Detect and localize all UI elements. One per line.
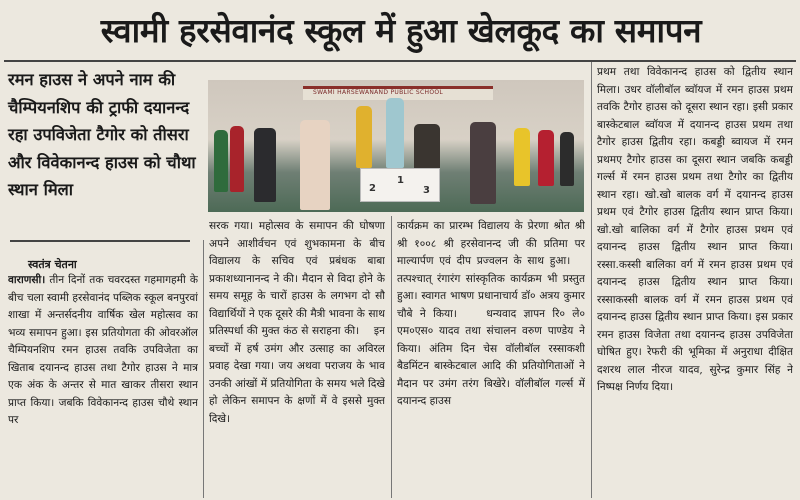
school-banner-text: SWAMI HARSEWANAND PUBLIC SCHOOL xyxy=(313,89,444,96)
student-figure xyxy=(560,132,574,186)
winner-figure xyxy=(356,106,372,168)
student-figure xyxy=(230,126,244,192)
student-figure xyxy=(214,130,228,192)
headline-rule xyxy=(4,60,796,62)
headline: स्वामी हरसेवानंद स्कूल में हुआ खेलकूद का समापन xyxy=(100,11,702,50)
article-column-4 xyxy=(597,64,793,498)
student-figure xyxy=(514,128,530,186)
deck-rule xyxy=(10,240,190,242)
podium-second: 2 xyxy=(369,183,376,194)
guest-figure xyxy=(254,128,276,202)
dateline: वाराणसी। xyxy=(8,274,46,286)
victory-podium xyxy=(360,168,440,202)
article-column-2 xyxy=(209,218,385,498)
principal-figure xyxy=(300,120,330,210)
column-divider-3 xyxy=(591,62,592,498)
podium-third: 3 xyxy=(423,185,430,196)
column-3-text: कार्यक्रम का प्रारम्भ विद्यालय के प्रेरणा श्रोत श्री श्री १००८ श्री हरसेवानन्द जी की प्रतिमा पर माल्यार्पण एवं दीप प्रज्वलन के साथ हुआ। तत्पश्चात् रंगारंग सांस्कृतिक कार्यक्रम भी प्रस्तुत हुआ। स्वागत भाषण प्रधानाचार्य डॉ० अत्रय कुमार चौबे ने किया। धन्यवाद ज्ञापन रि० ले० एम०एस० यादव तथा संचालन वरुण पाण्डेय ने किया। अंतिम दिन चेस वॉलीबॉल रस्साकशी बैडमिंटन बास्केटबाल आदि की प्रतियोगिताओं ने मैदान पर उमंग तरंग बिखेरे। वॉलीबॉल गर्ल्स में दयानन्द हाउस xyxy=(397,220,585,407)
deck-subheading: रमन हाउस ने अपने नाम की चैम्पियनशिप की ट्राफी दयानन्द रहा उपविजेता टैगोर को तीसरा और विवेकानन्द हाउस को चौथा स्थान मिला xyxy=(8,70,196,199)
winner-figure xyxy=(386,98,404,168)
column-4-text: प्रथम तथा विवेकानन्द हाउस को द्वितीय स्थान मिला। उधर वॉलीबॉल ब्वॉयज में रमन हाउस प्रथम तवकि टैगोर हाउस को दूसरा स्थान रहा। इसी प्रकार बास्केटबाल ब्वॉयज में दयानन्द हाउस प्रथम तथा टैगोर हाउस द्वितीय रहा। कबड्डी ब्वायज में रमन प्रथमए टैगोर हाउस का दूसरा स्थान जबकि कबड्डी गर्ल्स में रमन हाउस प्रथम तथा टैगोर का द्वितीय स्थान रहा। खो.खो बालक वर्ग में दयानन्द हाउस प्रथम एवं टैगोर हाउस द्वितीय स्थान प्राप्त किया। खो.खो बालिका वर्ग में टैगोर हाउस प्रथम एवं दयानन्द हाउस द्वितीय स्थान प्राप्त किया। रस्सा.कस्सी बालिका वर्ग में रमन हाउस प्रथम एवं दयानन्द हाउस द्वितीय स्थान प्राप्त किया। रस्साकस्सी बालक वर्ग में रमन हाउस प्रथम एवं दयानन्द हाउस द्वितीय स्थान प्राप्त किया। इस प्रकार रमन हाउस विजेता तथा दयानन्द हाउस उपविजेता घोषित हुए। रेफरी की भूमिका में अनुराधा दीक्षित दशरथ लाल नीरज यादव, सुरेन्द्र कुमार सिंह ने निष्पक्ष निर्णय दिया। xyxy=(597,66,793,393)
guest-figure xyxy=(470,122,496,204)
column-2-text: सरक गया। महोत्सव के समापन की घोषणा अपने आशीर्वचन एवं शुभकामना के बीच विद्यालय के सचिव एवं प्रबंधक बाबा प्रकाशध्यानानन्द ने की। मैदान से विदा होने के समय समूह के चारों हाउस के लगभग दो सौ विद्यार्थियों ने एक दूसरे की मैत्री भावना के साथ प्रतिस्पर्धा की मुक्त कंठ से सराहना की। इन बच्चों में हर्ष उमंग और उत्साह का अविरल प्रवाह देखा गया। जय अथवा पराजय के भाव उनकी आंखों में प्रतियोगिता के समय भले दिखे हो लेकिन समापन के क्षणों में वे इससे मुक्त दिखे। xyxy=(209,220,385,425)
award-ceremony-photo xyxy=(208,80,584,212)
article-column-1 xyxy=(8,272,198,498)
column-divider-2 xyxy=(391,216,392,498)
student-figure xyxy=(538,130,554,186)
byline: स्वतंत्र चेतना xyxy=(28,258,77,271)
podium-first: 1 xyxy=(397,175,404,186)
column-1-text: तीन दिनों तक चवरदस्त गहमागहमी के बीच चला स्वामी हरसेवानंद पब्लिक स्कूल बनपुरवां शाखा में अन्तर्सदनीय वार्षिक खेल महोत्सव का भव्य समापन हुआ। इस प्रतियोगता की ओवरऑल चैम्पियनशिप रमन हाउस तवकि उपविजेता का खिताब दयानन्द हाउस तथा टैगोर हाउस ने मात्र एक अंक के अन्तर से मात खाकर तीसरा स्थान प्राप्त किया। जबकि विवेकानन्द हाउस चौथे स्थान पर xyxy=(8,274,198,426)
article-column-3 xyxy=(397,218,585,498)
column-divider-1 xyxy=(203,240,204,498)
